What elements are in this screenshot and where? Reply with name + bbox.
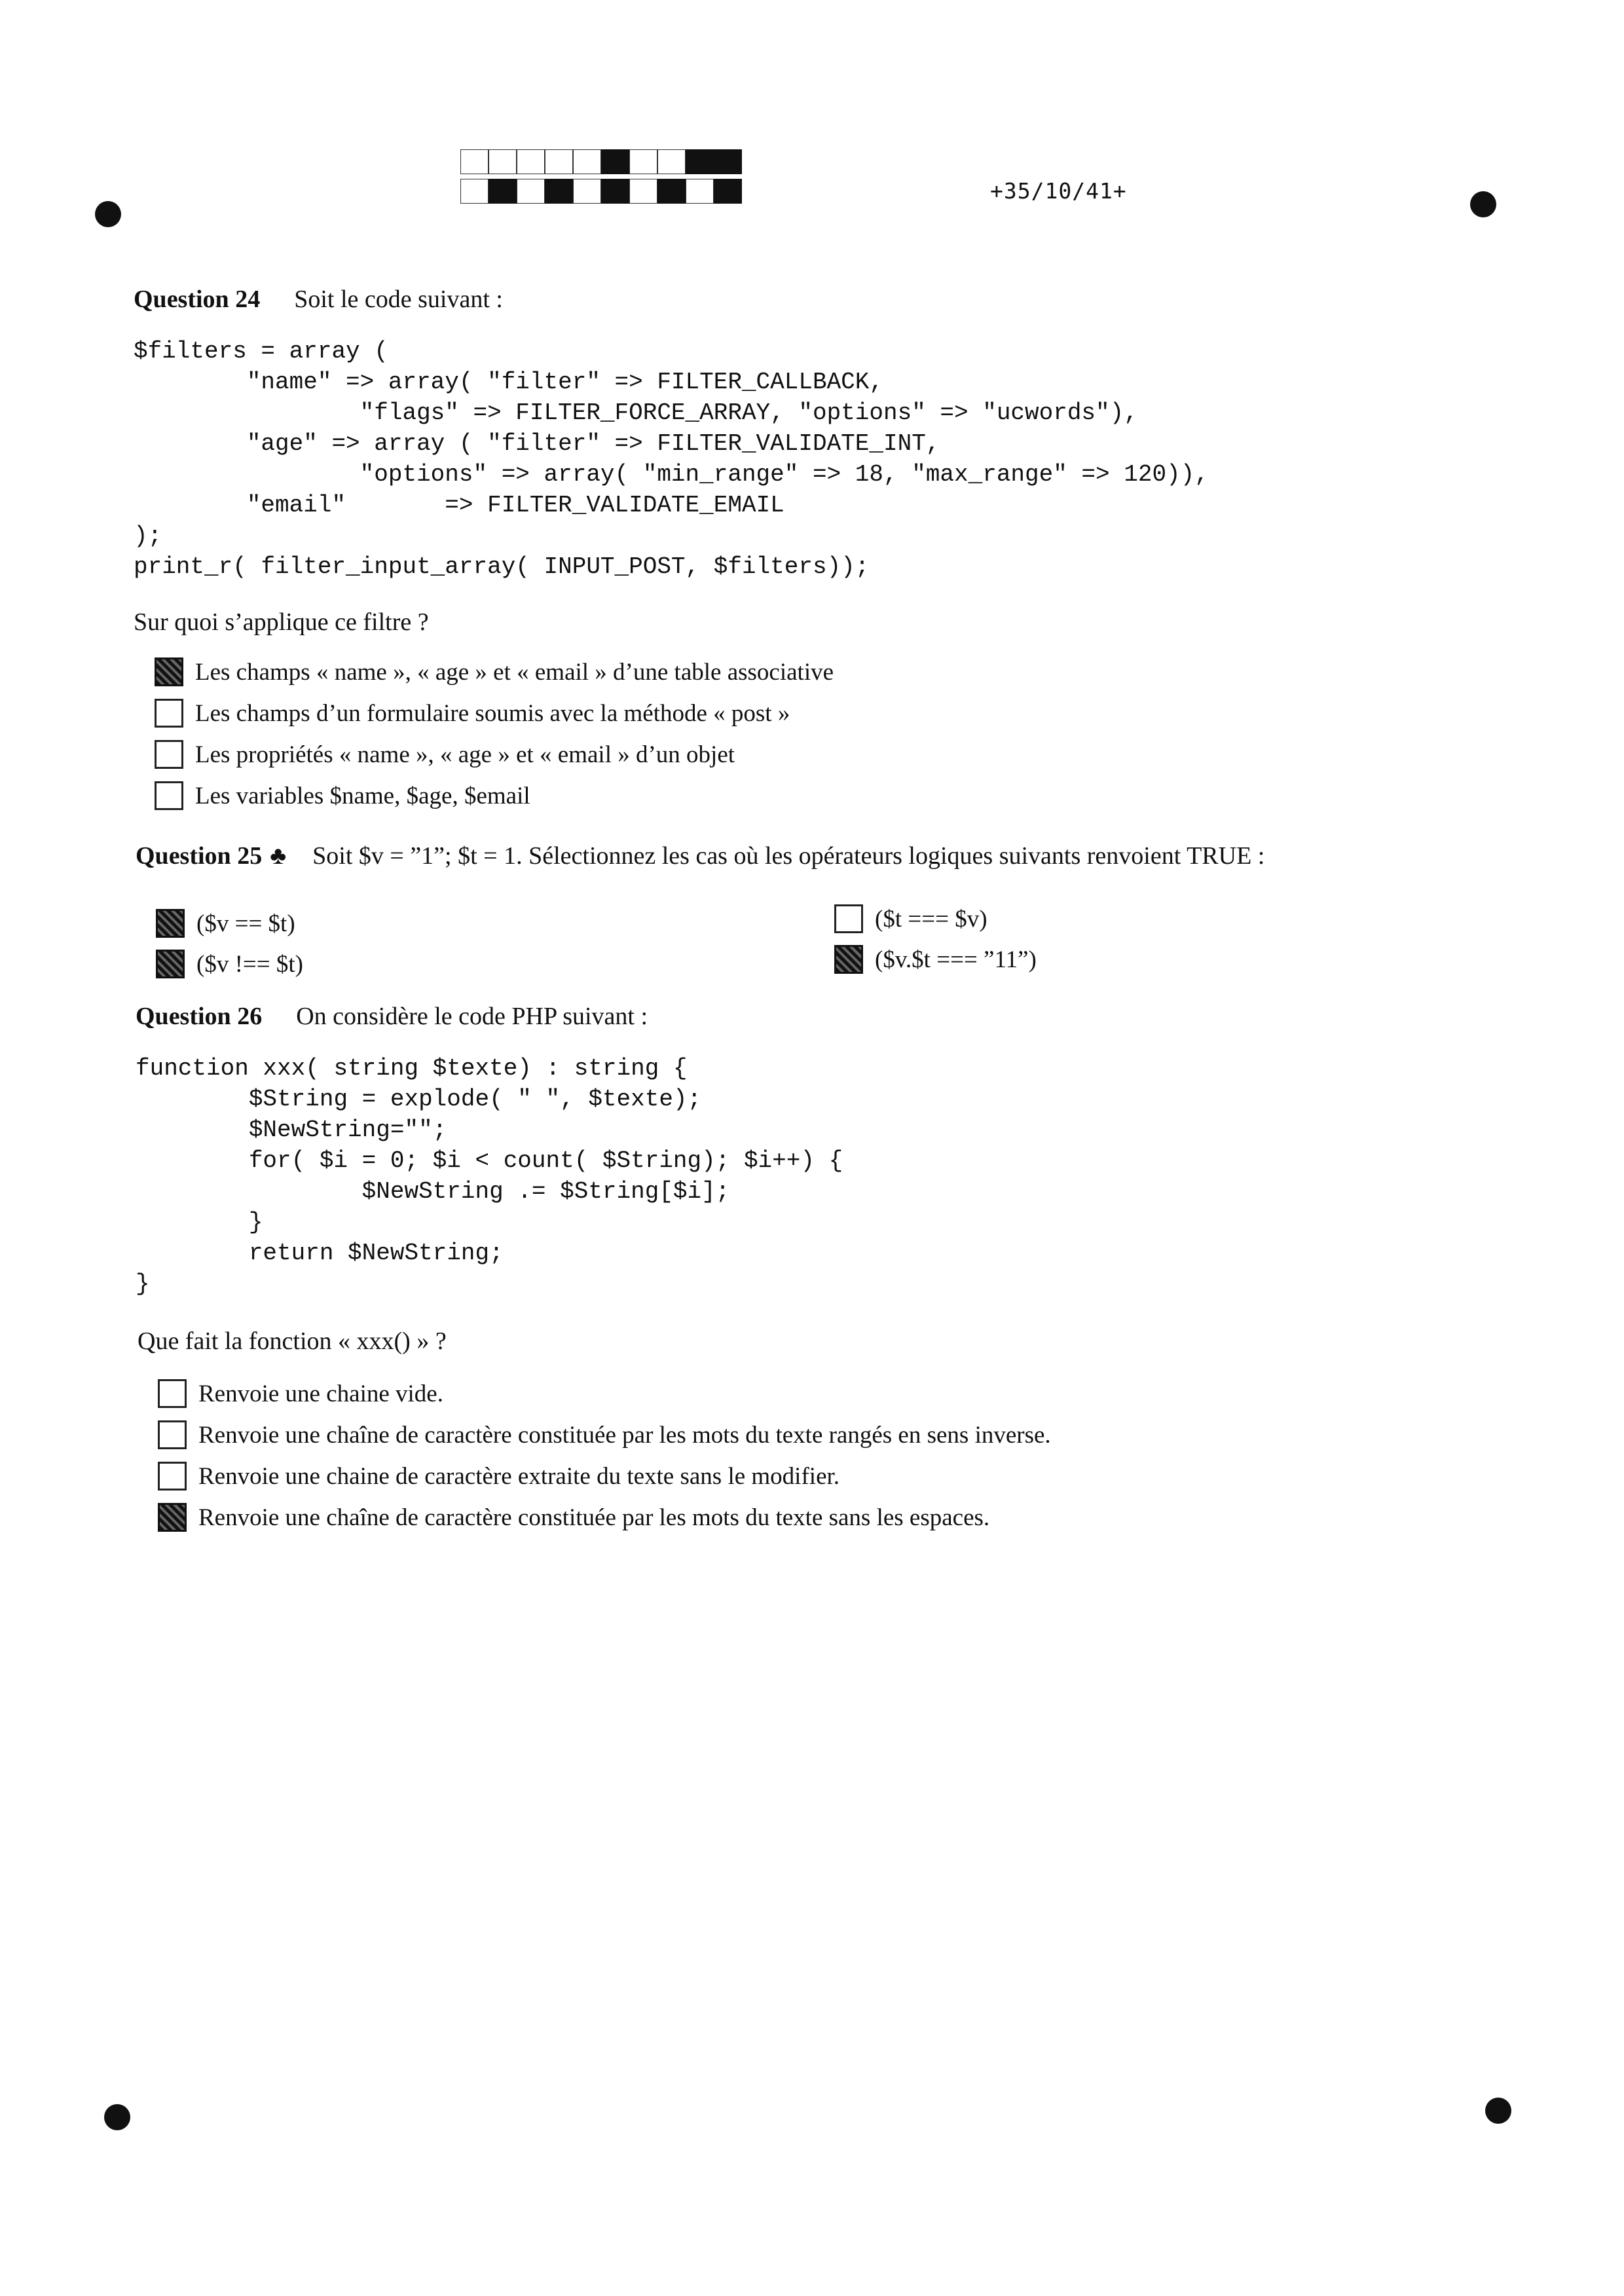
option-text: Les variables $name, $age, $email bbox=[195, 782, 530, 809]
registration-mark-top-right bbox=[1470, 191, 1496, 217]
option[interactable] bbox=[158, 1377, 1051, 1410]
registration-mark-bottom-right bbox=[1485, 2098, 1511, 2124]
answer-checkbox[interactable] bbox=[834, 904, 863, 933]
question-intro: Soit le code suivant : bbox=[294, 286, 503, 313]
option-text: ($t === $v) bbox=[875, 905, 987, 933]
question-25-header bbox=[136, 842, 1264, 870]
answer-checkbox[interactable] bbox=[158, 1462, 187, 1491]
option[interactable] bbox=[155, 738, 834, 771]
option-text: ($v !== $t) bbox=[196, 950, 303, 978]
barcode-cell bbox=[489, 179, 517, 204]
barcode-cell bbox=[460, 149, 489, 174]
answer-checkbox[interactable] bbox=[156, 909, 185, 938]
question-24-prompt: Sur quoi s’applique ce filtre ? bbox=[134, 608, 429, 636]
barcode-cell bbox=[573, 149, 601, 174]
option[interactable] bbox=[156, 948, 303, 980]
multiple-answer-club-icon: ♣ bbox=[270, 842, 287, 870]
barcode-cell bbox=[517, 179, 545, 204]
page-barcode bbox=[460, 149, 742, 208]
barcode-cell bbox=[629, 179, 657, 204]
question-25-options-left bbox=[156, 907, 303, 980]
option[interactable] bbox=[158, 1460, 1051, 1492]
registration-mark-top-left bbox=[95, 201, 121, 227]
answer-checkbox[interactable] bbox=[155, 740, 183, 769]
option-text: Renvoie une chaîne de caractère constituée par les mots du texte rangés en sens inverse. bbox=[198, 1421, 1051, 1449]
page-id: +35/10/41+ bbox=[990, 178, 1127, 204]
question-25-options-right bbox=[834, 902, 1037, 976]
question-24-header bbox=[134, 285, 503, 314]
barcode-row-2 bbox=[460, 179, 742, 205]
answer-checkbox[interactable] bbox=[158, 1503, 187, 1532]
barcode-cell bbox=[545, 149, 573, 174]
question-26-code: function xxx( string $texte) : string { $String = explode( " ", $texte); $NewString=""; for( $i = 0; $i < count( $String); $i++) { $NewString .= $String[$i]; } return $NewString; } bbox=[136, 1055, 843, 1297]
option[interactable] bbox=[834, 902, 1037, 935]
question-24-code: $filters = array ( "name" => array( "filter" => FILTER_CALLBACK, "flags" => FILTER_FORCE_ARRAY, "options" => "ucwords"), "age" => array ( "filter" => FILTER_VALIDATE_INT, "options" => array( "min_range" => 18, "max_range" => 120)), "email" => FILTER_VALIDATE_EMAIL ); print_r( filter_input_array( INPUT_POST, $filters)); bbox=[134, 338, 1209, 580]
option-text: Les champs « name », « age » et « email » d’une table associative bbox=[195, 658, 834, 686]
registration-mark-bottom-left bbox=[104, 2104, 130, 2130]
barcode-cell bbox=[686, 149, 714, 174]
barcode-cell bbox=[657, 149, 686, 174]
option[interactable] bbox=[155, 656, 834, 688]
question-intro: On considère le code PHP suivant : bbox=[296, 1003, 648, 1030]
barcode-cell bbox=[545, 179, 573, 204]
question-intro: Soit $v = ”1”; $t = 1. Sélectionnez les cas où les opérateurs logiques suivants renvoient TRUE : bbox=[312, 842, 1265, 870]
option[interactable] bbox=[156, 907, 303, 940]
barcode-cell bbox=[517, 149, 545, 174]
answer-checkbox[interactable] bbox=[158, 1379, 187, 1408]
answer-checkbox[interactable] bbox=[156, 950, 185, 978]
option[interactable] bbox=[834, 943, 1037, 976]
barcode-cell bbox=[629, 149, 657, 174]
barcode-cell bbox=[686, 179, 714, 204]
barcode-cell bbox=[460, 179, 489, 204]
question-26-options bbox=[158, 1377, 1051, 1534]
barcode-row-1 bbox=[460, 149, 742, 176]
answer-checkbox[interactable] bbox=[158, 1420, 187, 1449]
option-text: Renvoie une chaine vide. bbox=[198, 1380, 443, 1407]
option-text: Les propriétés « name », « age » et « email » d’un objet bbox=[195, 741, 735, 768]
question-label: Question 25 bbox=[136, 842, 263, 870]
option-text: Renvoie une chaîne de caractère constituée par les mots du texte sans les espaces. bbox=[198, 1504, 990, 1531]
question-26-header bbox=[136, 1002, 648, 1031]
question-label: Question 26 bbox=[136, 1003, 263, 1030]
option-text: Les champs d’un formulaire soumis avec la méthode « post » bbox=[195, 699, 790, 727]
answer-checkbox[interactable] bbox=[155, 781, 183, 810]
answer-checkbox[interactable] bbox=[155, 699, 183, 728]
option[interactable] bbox=[158, 1501, 1051, 1534]
option[interactable] bbox=[155, 697, 834, 730]
barcode-cell bbox=[489, 149, 517, 174]
option[interactable] bbox=[158, 1418, 1051, 1451]
option[interactable] bbox=[155, 779, 834, 812]
barcode-cell bbox=[714, 149, 742, 174]
question-24-options bbox=[155, 656, 834, 812]
barcode-cell bbox=[601, 149, 629, 174]
option-text: Renvoie une chaine de caractère extraite du texte sans le modifier. bbox=[198, 1462, 840, 1490]
answer-checkbox[interactable] bbox=[834, 945, 863, 974]
barcode-cell bbox=[601, 179, 629, 204]
option-text: ($v == $t) bbox=[196, 910, 295, 937]
barcode-cell bbox=[714, 179, 742, 204]
option-text: ($v.$t === ”11”) bbox=[875, 946, 1037, 973]
barcode-cell bbox=[657, 179, 686, 204]
answer-checkbox[interactable] bbox=[155, 657, 183, 686]
barcode-cell bbox=[573, 179, 601, 204]
question-26-prompt: Que fait la fonction « xxx() » ? bbox=[138, 1327, 447, 1355]
question-label: Question 24 bbox=[134, 286, 261, 313]
